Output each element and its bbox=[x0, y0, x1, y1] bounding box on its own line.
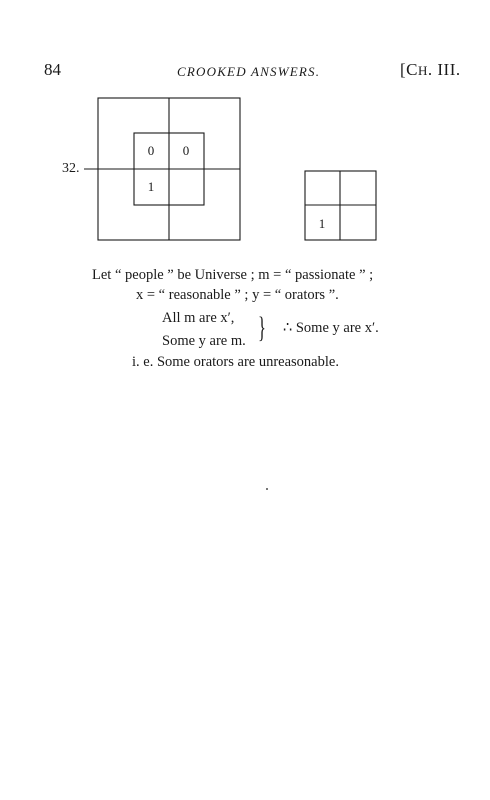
problem-number: 32. bbox=[62, 161, 80, 176]
triliteral-diagram-svg bbox=[0, 0, 490, 260]
cell-mark-bottom-left: 1 bbox=[147, 179, 155, 194]
page-number: 84 bbox=[44, 60, 61, 79]
interpretation-line: i. e. Some orators are unreasonable. bbox=[132, 354, 339, 370]
chapter-bracket: [C bbox=[400, 60, 418, 79]
premise-brace: } bbox=[258, 311, 266, 344]
cell-mark-top-left: 0 bbox=[147, 143, 155, 158]
universe-definition-line: Let “ people ” be Universe ; m = “ passionate ” ; bbox=[92, 267, 374, 283]
term-definition-line: x = “ reasonable ” ; y = “ orators ”. bbox=[136, 287, 339, 303]
small-cell-mark-bottom-left: 1 bbox=[318, 216, 326, 231]
premise-1: All m are x′, bbox=[162, 310, 235, 326]
chapter-small-cap: H bbox=[418, 63, 428, 78]
cell-mark-top-right: 0 bbox=[182, 143, 190, 158]
running-title: CROOKED ANSWERS. bbox=[177, 64, 321, 79]
conclusion: ∴ Some y are x′. bbox=[283, 320, 379, 336]
triliteral-diagram bbox=[0, 0, 490, 265]
stray-mark bbox=[266, 488, 268, 490]
premise-2: Some y are m. bbox=[162, 333, 246, 349]
chapter-number: . III. bbox=[427, 60, 461, 79]
